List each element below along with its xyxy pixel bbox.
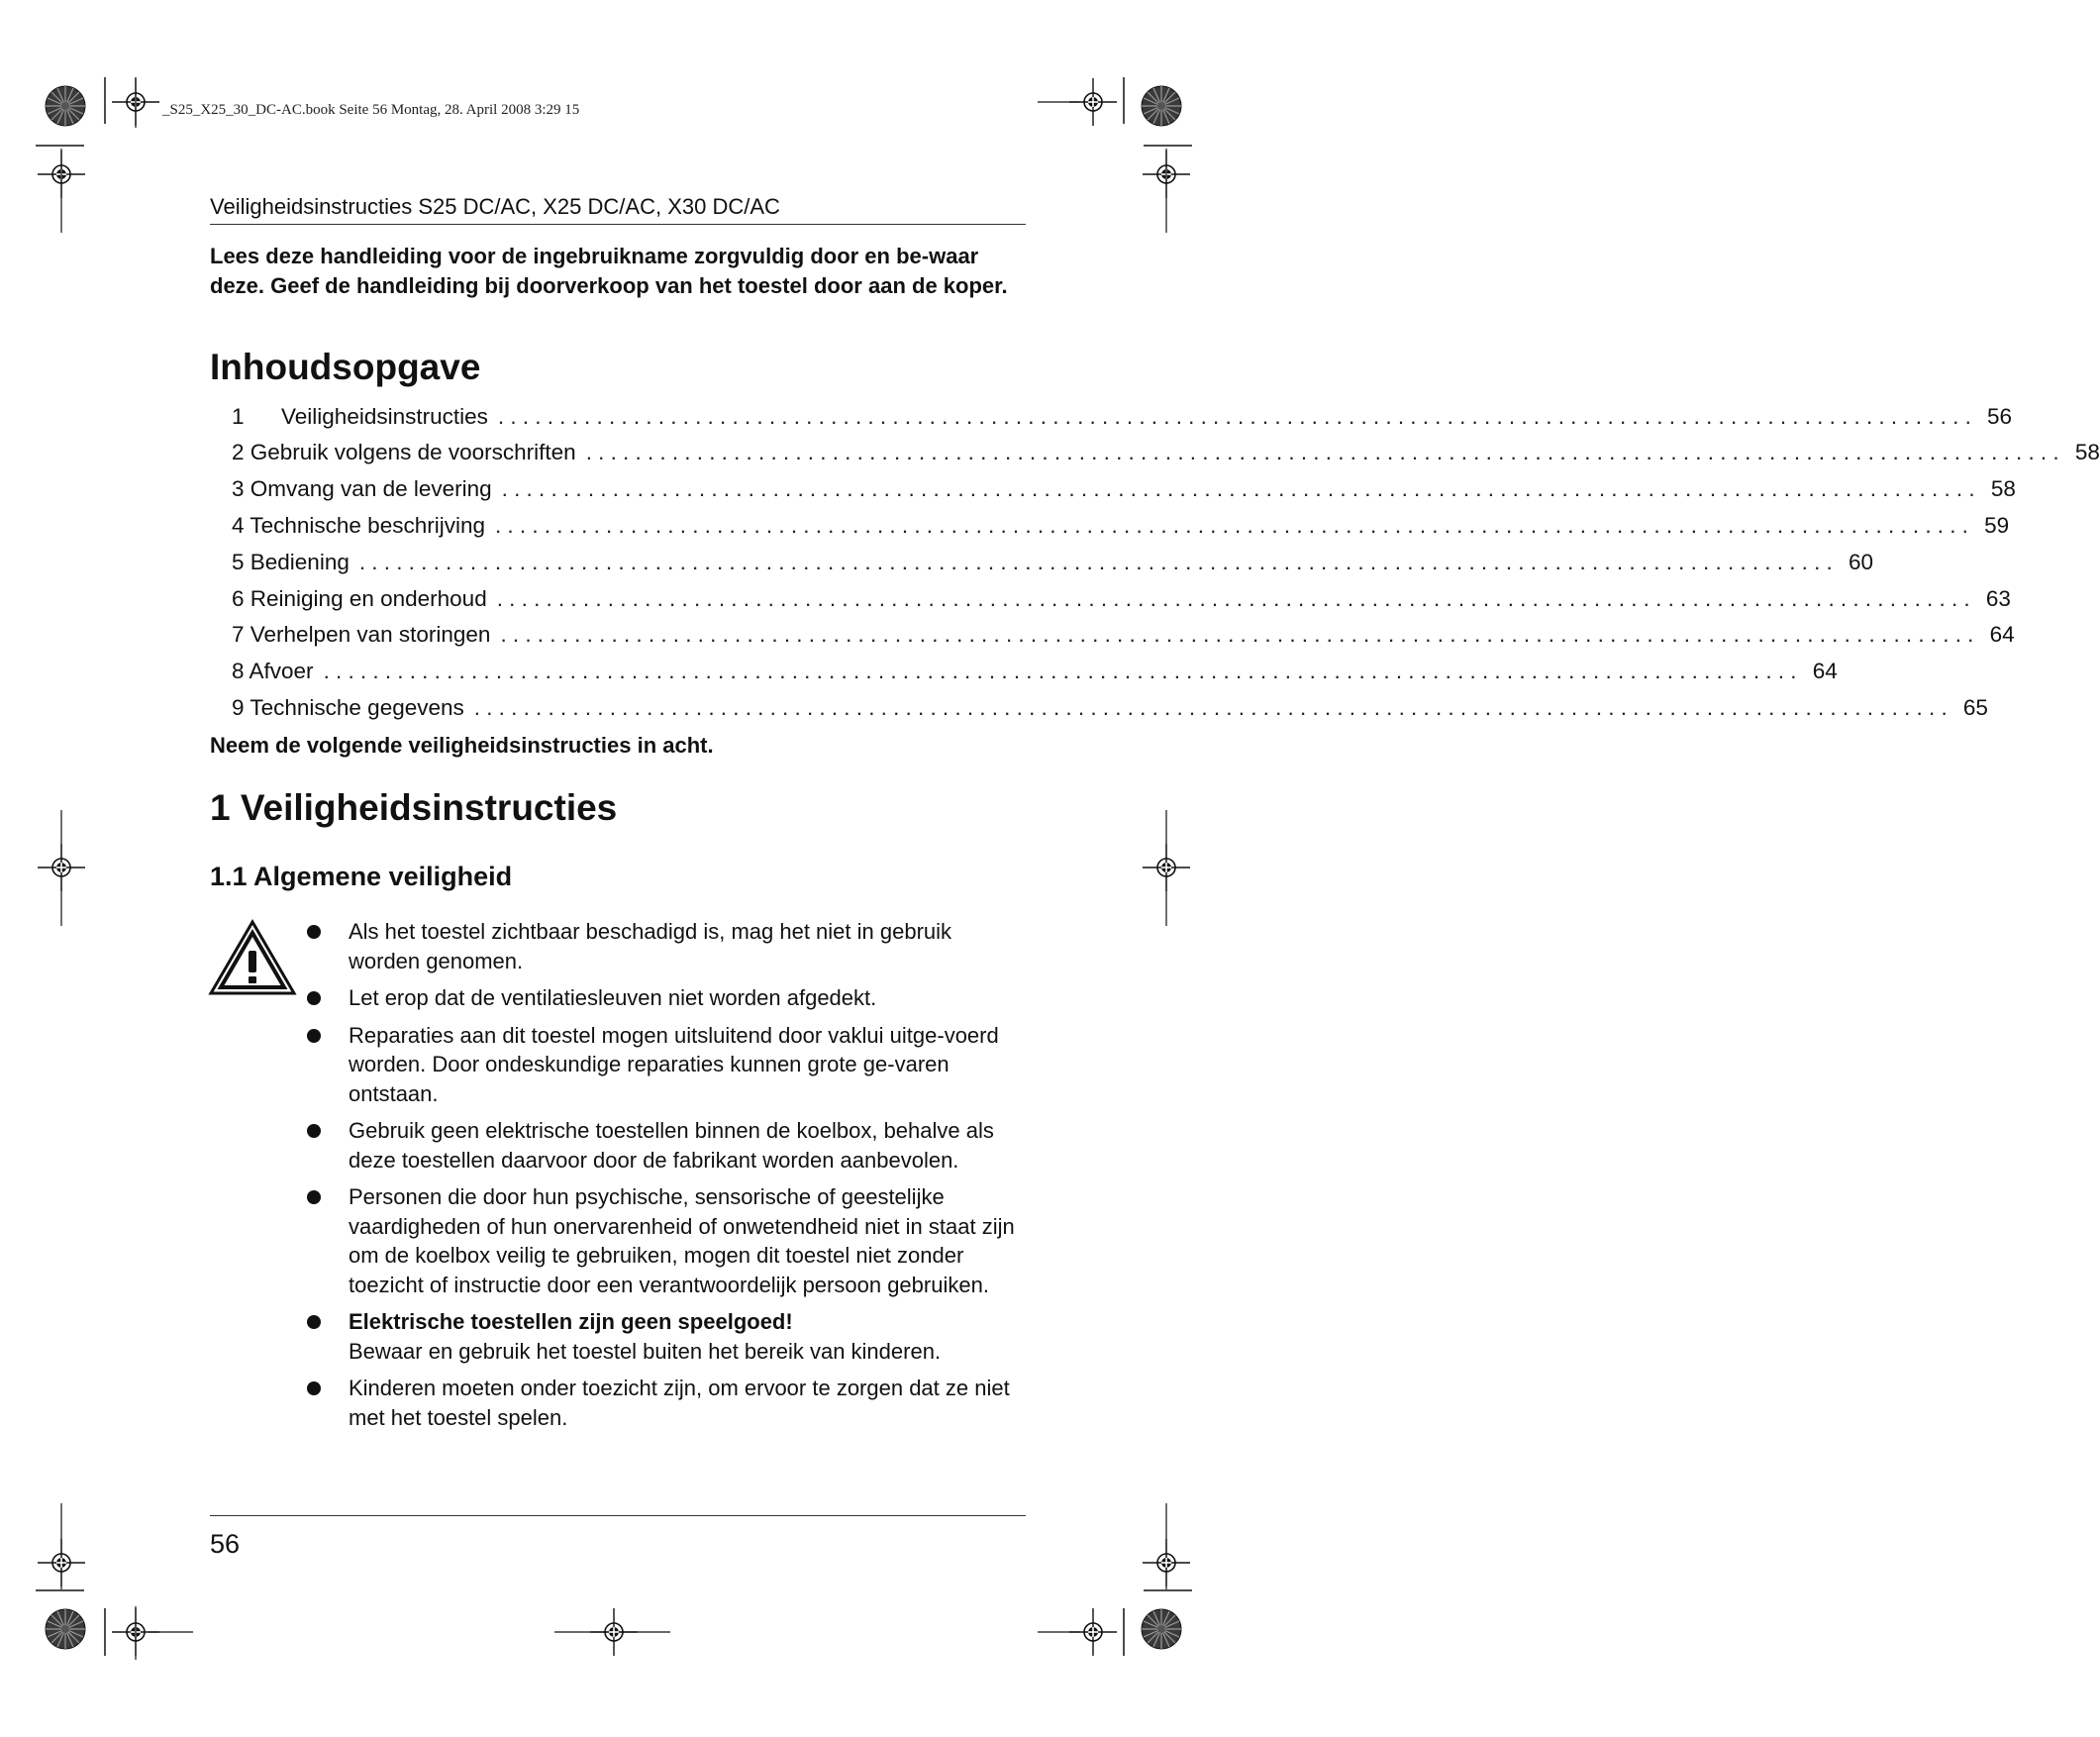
bullet-icon [307,1381,321,1395]
header-rule [210,224,1026,225]
registration-mark-icon [38,1539,85,1586]
list-item-emphasis: Elektrische toestellen zijn geen speelgoed! [349,1309,793,1334]
intro-paragraph: Lees deze handleiding voor de ingebruikname zorgvuldig door en be-waar deze. Geef de handleiding bij doorverkoop van het toestel door aan de koper. [210,244,1008,298]
toc-entry-label: 2 Gebruik volgens de voorschriften [232,440,576,464]
list-item [307,1116,1026,1175]
registration-mark-icon [1069,1608,1117,1656]
toc-entry-label: 1 Veiligheidsinstructies [232,404,488,429]
print-slug: _S25_X25_30_DC-AC.book Seite 56 Montag, 28. April 2008 3:29 15 [162,102,580,118]
toc-entry[interactable] [232,476,2016,506]
bullet-icon [307,991,321,1005]
registration-mark-icon [1069,78,1117,126]
toc-entry-page: 64 [1989,622,2015,647]
list-item [307,917,1026,975]
list-item [307,1021,1026,1109]
safety-list [307,917,1026,1440]
list-item-text: Kinderen moeten onder toezicht zijn, om ervoor te zorgen dat ze niet met het toestel spelen. [349,1376,1010,1430]
toc-leader-dots: ........................................................................................................................ [323,659,1803,683]
toc-entry-label: 8 Afvoer [232,659,314,683]
toc-leader-dots: ........................................................................................................................ [501,476,1981,501]
page-number: 56 [210,1529,241,1559]
toc-entry[interactable] [232,622,2015,652]
toc-entry-page: 63 [1985,586,2011,611]
toc-entry[interactable] [232,404,2013,434]
registration-mark-icon [1143,1539,1190,1586]
toc-entry[interactable] [232,550,1874,579]
toc-entry[interactable] [232,586,2011,616]
toc-entry-label: 9 Technische gegevens [232,695,464,720]
bullet-icon [307,1190,321,1204]
list-item [307,1182,1026,1299]
toc-entry-page: 65 [1962,695,1988,720]
toc-entry-label: 7 Verhelpen van storingen [232,622,491,647]
list-item [307,983,1026,1013]
registration-mark-icon [1143,844,1190,891]
toc-entry[interactable] [232,659,1838,688]
toc-leader-dots: ........................................................................................................................ [473,695,1953,720]
color-target-icon [1142,1609,1181,1649]
section-heading: 1 Veiligheidsinstructies [210,787,618,828]
safety-note: Neem de volgende veiligheidsinstructies in acht. [210,733,714,758]
color-target-icon [1142,86,1181,126]
list-item [307,1307,1026,1366]
toc-entry-label: 4 Technische beschrijving [232,513,485,538]
toc-entry[interactable] [232,695,1988,725]
list-item-text: Gebruik geen elektrische toestellen binnen de koelbox, behalve als deze toestellen daarvoor door de fabrikant worden aanbevolen. [349,1118,994,1173]
toc-entry[interactable] [232,440,2100,469]
bullet-icon [307,1124,321,1138]
toc-entry-page: 56 [1987,404,2013,429]
footer-rule [210,1515,1026,1516]
warning-triangle-icon [208,919,297,996]
list-item-text: Personen die door hun psychische, sensorische of geestelijke vaardigheden of hun onervarenheid of onwetendheid niet in staat zijn om de koelbox veilig te gebruiken, mogen dit toestel niet zonder toezicht of instructie door een verantwoordelijk persoon gebruiken. [349,1184,1015,1297]
toc-entry-label: 3 Omvang van de levering [232,476,492,501]
toc-entry-label: 5 Bediening [232,550,350,574]
list-item-text: Reparaties aan dit toestel mogen uitsluitend door vaklui uitge-voerd worden. Door ondeskundige reparaties kunnen grote ge-varen ontstaan. [349,1022,999,1106]
toc-leader-dots: ........................................................................................................................ [500,622,1980,647]
list-item-text: Bewaar en gebruik het toestel buiten het bereik van kinderen. [349,1338,942,1364]
toc-entry-page: 59 [1984,513,2010,538]
color-target-icon [46,1609,85,1649]
bullet-icon [307,925,321,939]
toc-heading: Inhoudsopgave [210,347,481,387]
toc-entry[interactable] [232,513,2010,543]
toc-entry-page: 60 [1849,550,1874,574]
registration-mark-icon [590,1608,638,1656]
registration-mark-icon [38,844,85,891]
running-header: Veiligheidsinstructies S25 DC/AC, X25 DC/AC, X30 DC/AC [210,194,780,219]
list-item-text: Let erop dat de ventilatiesleuven niet worden afgedekt. [349,985,877,1010]
color-target-icon [46,86,85,126]
bullet-icon [307,1315,321,1329]
list-item [307,1374,1026,1432]
list-item-text: Als het toestel zichtbaar beschadigd is, mag het niet in gebruik worden genomen. [349,919,952,973]
toc-entry-page: 58 [1990,476,2016,501]
bullet-icon [307,1029,321,1043]
toc-leader-dots: ........................................................................................................................ [497,404,1978,429]
toc-leader-dots: ........................................................................................................................ [496,586,1976,611]
toc-leader-dots: ........................................................................................................................ [585,440,2065,464]
subsection-heading: 1.1 Algemene veiligheid [210,862,513,891]
toc-entry-page: 64 [1812,659,1838,683]
toc-leader-dots: ........................................................................................................................ [494,513,1975,538]
toc-leader-dots: ........................................................................................................................ [358,550,1840,574]
toc-entry-page: 58 [2074,440,2100,464]
toc-entry-label: 6 Reiniging en onderhoud [232,586,487,611]
